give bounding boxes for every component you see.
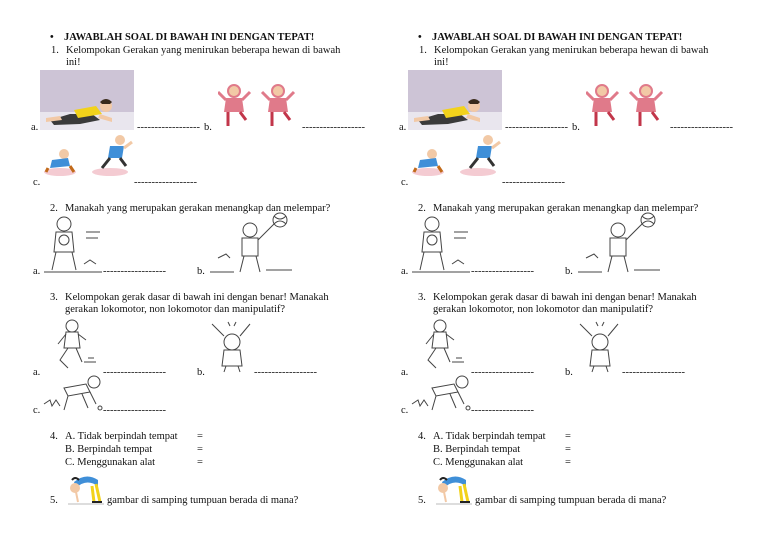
- q2-option-b: b.: [197, 266, 205, 277]
- q3-option-c: c.: [401, 405, 409, 416]
- q1-option-b: b.: [204, 122, 212, 133]
- q3-option-a: a.: [33, 367, 41, 378]
- q4-number: 4.: [418, 431, 426, 442]
- q2-text: Manakah yang merupakan gerakan menangkap dan melempar?: [433, 203, 699, 214]
- catching-ball-illustration: [408, 214, 474, 276]
- bending-stretch-child-illustration: [434, 470, 474, 506]
- q4-item-a: A. Tidak berpindah tempat: [65, 431, 178, 442]
- q5-text: gambar di samping tumpuan berada di mana?: [107, 495, 299, 506]
- q1-text-line2: ini!: [434, 57, 449, 68]
- q1-option-b: b.: [572, 122, 580, 133]
- hopping-girls-illustration: [586, 82, 676, 130]
- q4-eq-b: =: [197, 444, 203, 455]
- q2-number: 2.: [418, 203, 426, 214]
- q1-blank-c: ------------------: [502, 177, 565, 188]
- q2-number: 2.: [50, 203, 58, 214]
- bullet: •: [418, 32, 422, 43]
- bending-stretch-child-illustration: [66, 470, 106, 506]
- q3-number: 3.: [50, 292, 58, 303]
- q3-blank-a: ------------------: [103, 367, 166, 378]
- q3-blank-c: ------------------: [471, 405, 534, 416]
- q1-option-a: a.: [399, 122, 407, 133]
- running-child-illustration: [416, 318, 472, 374]
- crawling-child-photo: [40, 70, 134, 130]
- stretching-child-illustration: [206, 320, 256, 374]
- q1-blank-a: ------------------: [137, 122, 200, 133]
- q3-option-b: b.: [565, 367, 573, 378]
- q3-option-a: a.: [401, 367, 409, 378]
- q3-text-line1: Kelompokan gerak dasar di bawah ini dengan benar! Manakah: [65, 292, 329, 303]
- q5-text: gambar di samping tumpuan berada di mana?: [475, 495, 667, 506]
- q1-blank-b: ------------------: [670, 122, 733, 133]
- q3-text-line2: gerakan lokomotor, non lokomotor dan manipulatif?: [65, 304, 286, 315]
- q3-option-c: c.: [33, 405, 41, 416]
- q1-option-a: a.: [31, 122, 39, 133]
- throwing-ball-illustration: [576, 210, 666, 276]
- q1-number: 1.: [51, 45, 59, 56]
- q4-eq-c: =: [197, 457, 203, 468]
- q1-number: 1.: [419, 45, 427, 56]
- q1-text-line1: Kelompokan Gerakan yang menirukan beberapa hewan di bawah: [66, 45, 341, 56]
- q3-option-b: b.: [197, 367, 205, 378]
- q4-item-b: B. Berpindah tempat: [65, 444, 153, 455]
- q1-blank-c: ------------------: [134, 177, 197, 188]
- jumping-children-illustration: [44, 132, 136, 178]
- throwing-ball-illustration: [208, 210, 298, 276]
- hopping-girls-illustration: [218, 82, 308, 130]
- q4-eq-a: =: [197, 431, 203, 442]
- q4-eq-c: =: [565, 457, 571, 468]
- q5-number: 5.: [50, 495, 58, 506]
- q4-number: 4.: [50, 431, 58, 442]
- q4-item-b: B. Berpindah tempat: [433, 444, 521, 455]
- q1-blank-a: ------------------: [505, 122, 568, 133]
- q3-number: 3.: [418, 292, 426, 303]
- q4-item-a: A. Tidak berpindah tempat: [433, 431, 546, 442]
- q4-item-c: C. Menggunakan alat: [65, 457, 156, 468]
- q4-eq-b: =: [565, 444, 571, 455]
- q1-text-line1: Kelompokan Gerakan yang menirukan beberapa hewan di bawah: [434, 45, 709, 56]
- catching-ball-illustration: [40, 214, 106, 276]
- stretching-child-illustration: [574, 320, 624, 374]
- q4-eq-a: =: [565, 431, 571, 442]
- worksheet-right: [368, 0, 752, 543]
- bullet: •: [50, 32, 54, 43]
- q3-text-line1: Kelompokan gerak dasar di bawah ini dengan benar! Manakah: [433, 292, 697, 303]
- q2-option-a: a.: [33, 266, 41, 277]
- q4-item-c: C. Menggunakan alat: [433, 457, 524, 468]
- q1-text-line2: ini!: [66, 57, 81, 68]
- worksheet-heading: JAWABLAH SOAL DI BAWAH INI DENGAN TEPAT!: [432, 32, 683, 43]
- running-child-illustration: [48, 318, 104, 374]
- worksheet-heading: JAWABLAH SOAL DI BAWAH INI DENGAN TEPAT!: [64, 32, 315, 43]
- bending-child-illustration: [42, 374, 106, 414]
- q3-text-line2: gerakan lokomotor, non lokomotor dan manipulatif?: [433, 304, 654, 315]
- q2-text: Manakah yang merupakan gerakan menangkap dan melempar?: [65, 203, 331, 214]
- q2-blank-a: ------------------: [471, 266, 534, 277]
- crawling-child-photo: [408, 70, 502, 130]
- jumping-children-illustration: [412, 132, 504, 178]
- q1-option-c: c.: [33, 177, 41, 188]
- q3-blank-c: ------------------: [103, 405, 166, 416]
- q3-blank-b: ------------------: [254, 367, 317, 378]
- q1-blank-b: ------------------: [302, 122, 365, 133]
- q2-blank-a: ------------------: [103, 266, 166, 277]
- bending-child-illustration: [410, 374, 474, 414]
- q5-number: 5.: [418, 495, 426, 506]
- q2-option-b: b.: [565, 266, 573, 277]
- q2-option-a: a.: [401, 266, 409, 277]
- q3-blank-b: ------------------: [622, 367, 685, 378]
- q3-blank-a: ------------------: [471, 367, 534, 378]
- q1-option-c: c.: [401, 177, 409, 188]
